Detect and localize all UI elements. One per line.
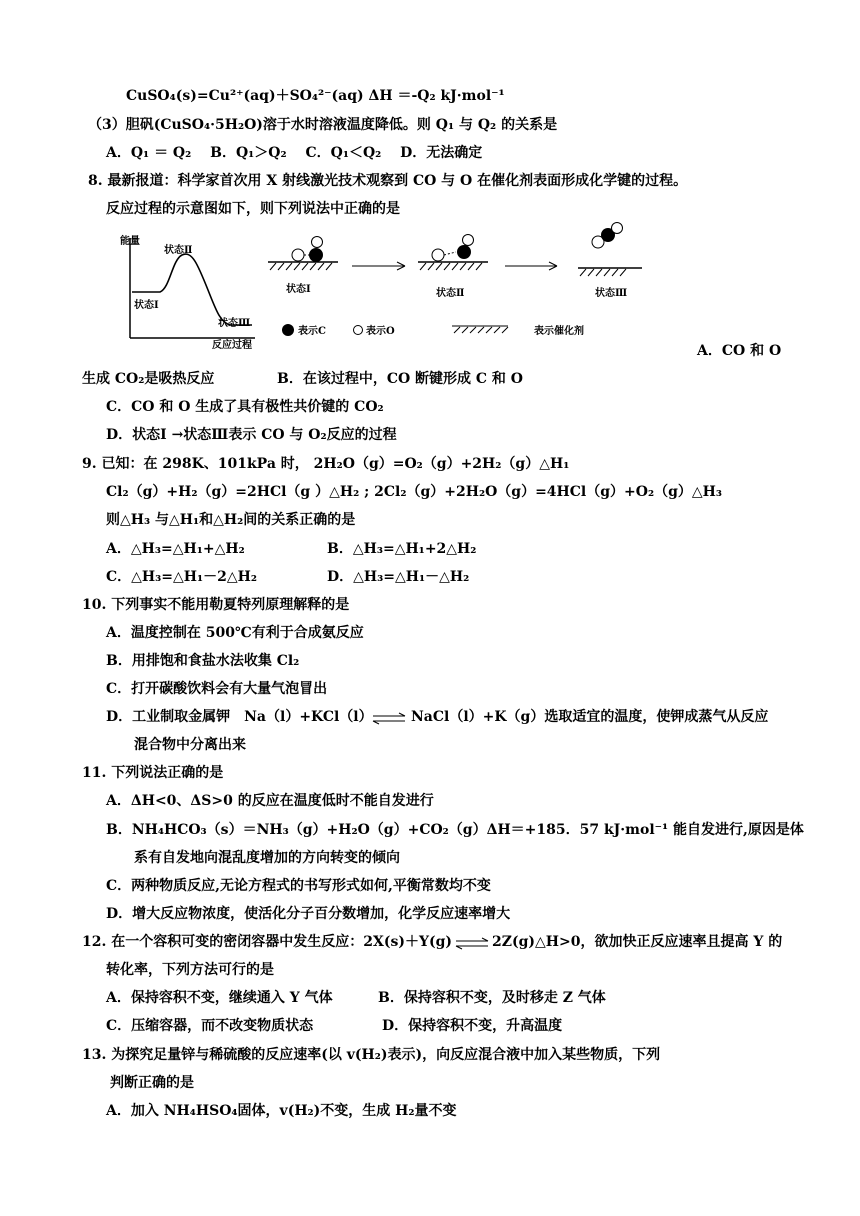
option-8A-cont: 生成 CO₂是吸热反应 (82, 371, 215, 387)
option-10D: D．工业制取金属钾 Na（l）+KCl（l） (106, 709, 373, 725)
y-axis-label: 能量 (120, 236, 140, 247)
state-2-panel (418, 235, 488, 300)
legend-catalyst-marker (452, 326, 508, 333)
option-8B: B．在该过程中，CO 断键形成 C 和 O (277, 371, 524, 387)
state-3-panel (578, 223, 642, 300)
question-8-cont: 反应过程的示意图如下，则下列说法中正确的是 (106, 201, 400, 217)
option-10C: C．打开碳酸饮料会有大量气泡冒出 (106, 681, 328, 697)
question-9-cont: 则△H₃ 与△H₁和△H₂间的关系正确的是 (106, 512, 356, 528)
question-12-cont: 2Z(g)△H>0，欲加快正反应速率且提高 Y 的 (492, 934, 783, 950)
energy-state-2-label: 状态Ⅱ (164, 245, 193, 256)
option-10A: A．温度控制在 500℃有利于合成氨反应 (106, 625, 364, 641)
option-10D-cont2: 混合物中分离出来 (134, 737, 246, 753)
option-8C: C．CO 和 O 生成了具有极性共价键的 CO₂ (106, 399, 384, 415)
state-1-label: 状态Ⅰ (286, 284, 311, 295)
energy-curve (132, 254, 252, 325)
equilibrium-arrow-icon (454, 937, 490, 949)
question-13: 13. 为探究足量锌与稀硫酸的反应速率(以 v(H₂)表示)，向反应混合液中加入某些物质，下列 (82, 1047, 661, 1063)
option-8D: D．状态Ⅰ →状态Ⅲ表示 CO 与 O₂反应的过程 (106, 427, 397, 443)
question-text: （3）胆矾(CuSO₄·5H₂O)溶于水时溶液温度降低。则 Q₁ 与 Q₂ 的关系是 (88, 117, 558, 133)
state-2-label: 状态Ⅱ (436, 288, 465, 299)
option-11B-cont: 系有自发地向混乱度增加的方向转变的倾向 (134, 850, 400, 866)
option-9C: C．△H₃=△H₁－2△H₂ (106, 569, 257, 585)
legend-c: 表示C (298, 326, 326, 337)
state-1-panel (268, 237, 338, 296)
option-12D: D．保持容积不变，升高温度 (382, 1018, 563, 1034)
question-9: 9. 已知：在 298K、101kPa 时， 2H₂O（g）=O₂（g）+2H₂（g）△H₁ (82, 456, 570, 472)
answer-options: A．Q₁ ＝ Q₂ B．Q₁＞Q₂ C．Q₁＜Q₂ D．无法确定 (106, 145, 483, 161)
option-8A: A．CO 和 O (697, 343, 782, 359)
option-12B: B．保持容积不变，及时移走 Z 气体 (378, 990, 606, 1006)
reaction-diagram (120, 230, 628, 355)
option-9D: D．△H₃=△H₁－△H₂ (327, 569, 470, 585)
option-12A: A．保持容积不变，继续通入 Y 气体 (106, 990, 333, 1006)
legend-catalyst: 表示催化剂 (534, 326, 584, 337)
option-10B: B．用排饱和食盐水法收集 Cl₂ (106, 653, 300, 669)
question-10: 10. 下列事实不能用勒夏特列原理解释的是 (82, 597, 350, 613)
option-11C: C．两种物质反应,无论方程式的书写形式如何,平衡常数均不变 (106, 878, 491, 894)
question-8: 8. 最新报道：科学家首次用 X 射线激光技术观察到 CO 与 O 在催化剂表面形成化学键的过程。 (88, 173, 688, 189)
legend-o-marker (354, 326, 363, 335)
energy-state-3-label: 状态Ⅲ (218, 318, 251, 329)
legend-o: 表示O (366, 326, 395, 337)
question-11: 11. 下列说法正确的是 (82, 765, 224, 781)
question-13-cont: 判断正确的是 (110, 1075, 194, 1091)
energy-state-1-label: 状态Ⅰ (134, 300, 159, 311)
state-3-label: 状态Ⅲ (595, 288, 628, 299)
question-12: 12. 在一个容积可变的密闭容器中发生反应：2X(s)＋Y(g) (82, 934, 452, 950)
equation-line: CuSO₄(s)=Cu²⁺(aq)＋SO₄²⁻(aq) ΔH ＝-Q₂ kJ·mol⁻¹ (126, 88, 505, 104)
option-10D-cont: NaCl（l）+K（g）选取适宜的温度，使钾成蒸气从反应 (411, 709, 769, 725)
option-9A: A．△H₃=△H₁+△H₂ (106, 541, 245, 557)
legend-c-marker (282, 324, 294, 336)
option-12C: C．压缩容器，而不改变物质状态 (106, 1018, 314, 1034)
option-11D: D．增大反应物浓度，使活化分子百分数增加，化学反应速率增大 (106, 906, 511, 922)
equilibrium-arrow-icon (371, 712, 407, 724)
option-9B: B．△H₃=△H₁+2△H₂ (327, 541, 477, 557)
question-9-equations: Cl₂（g）+H₂（g）=2HCl（g ）△H₂ ; 2Cl₂（g）+2H₂O（g）=4HCl（g）+O₂（g）△H₃ (106, 484, 722, 500)
option-11B: B．NH₄HCO₃（s）＝NH₃（g）+H₂O（g）+CO₂（g）ΔH＝+185．57 kJ·mol⁻¹ 能自发进行,原因是体 (106, 822, 804, 838)
option-13A: A．加入 NH₄HSO₄固体，v(H₂)不变，生成 H₂量不变 (106, 1103, 457, 1119)
question-12-cont2: 转化率，下列方法可行的是 (106, 962, 274, 978)
option-11A: A．ΔH<0、ΔS>0 的反应在温度低时不能自发进行 (106, 793, 434, 809)
x-axis-label: 反应过程 (212, 340, 252, 351)
